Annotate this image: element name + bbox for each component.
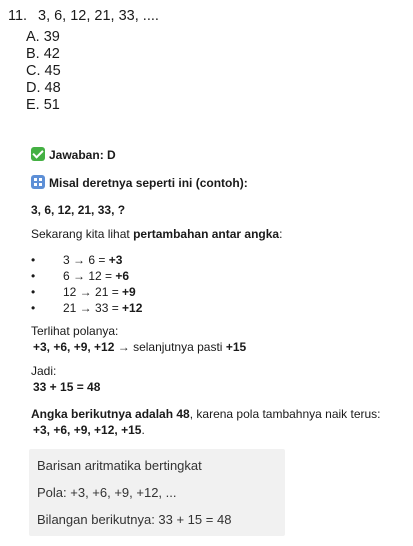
step-diff: +3 [108,253,123,267]
summary-line-1: Barisan aritmatika bertingkat [37,458,202,473]
conclusion-seq-line [33,423,145,438]
summary-line-2: Pola: +3, +6, +9, +12, ... [37,485,177,500]
conclusion-bold: Angka berikutnya adalah 48 [31,407,190,421]
so-label: Jadi: [31,364,57,378]
bullet: • [31,285,36,299]
option-e: E. 51 [26,97,60,113]
example-heading [31,175,248,191]
intro-colon: : [279,227,283,241]
question-line [8,8,159,25]
numbers-icon [31,175,45,189]
option-c: C. 45 [26,63,61,79]
bullet: • [31,269,36,283]
pattern-seq: +3, +6, +9, +12 [33,340,115,354]
option-b: B. 42 [26,46,60,62]
option-d: D. 48 [26,80,61,96]
bullet: • [31,301,36,315]
intro-emphasis: pertambahan antar angka [133,227,280,241]
so-calc: 33 + 15 = 48 [33,380,101,394]
conclusion-rest: , karena pola tambahnya naik terus: [189,407,381,421]
step-expr: 21 → 33 = [63,301,123,315]
step-diff: +12 [122,301,143,315]
option-a: A. 39 [26,29,60,45]
example-sequence: 3, 6, 12, 21, 33, ? [31,203,126,217]
answer-options [26,29,61,114]
intro-line [31,227,282,242]
question-number: 11. [8,8,28,24]
intro-text: Sekarang kita lihat [31,227,134,241]
pattern-line [33,340,246,355]
conclusion-line [31,407,381,422]
bullet: • [31,253,36,267]
question-sequence: 3, 6, 12, 21, 33, .... [38,8,159,24]
example-heading-text: Misal deretnya seperti ini (contoh): [49,176,248,190]
step-expr: 12 → 21 = [63,285,123,299]
step-expr: 3 → 6 = [63,253,109,267]
step-expr: 6 → 12 = [63,269,116,283]
summary-line-3: Bilangan berikutnya: 33 + 15 = 48 [37,512,232,527]
step-diff: +6 [115,269,130,283]
check-mark-icon [31,147,45,161]
step-diff: +9 [122,285,136,299]
answer-label [31,147,116,163]
conclusion-end: . [141,423,145,437]
pattern-mid: → selanjutnya pasti [114,340,226,354]
pattern-next: +15 [225,340,247,354]
answer-label-text: Jawaban: D [49,148,116,162]
conclusion-seq: +3, +6, +9, +12, +15 [33,423,142,437]
pattern-label: Terlihat polanya: [31,324,119,338]
summary-box [29,449,285,536]
